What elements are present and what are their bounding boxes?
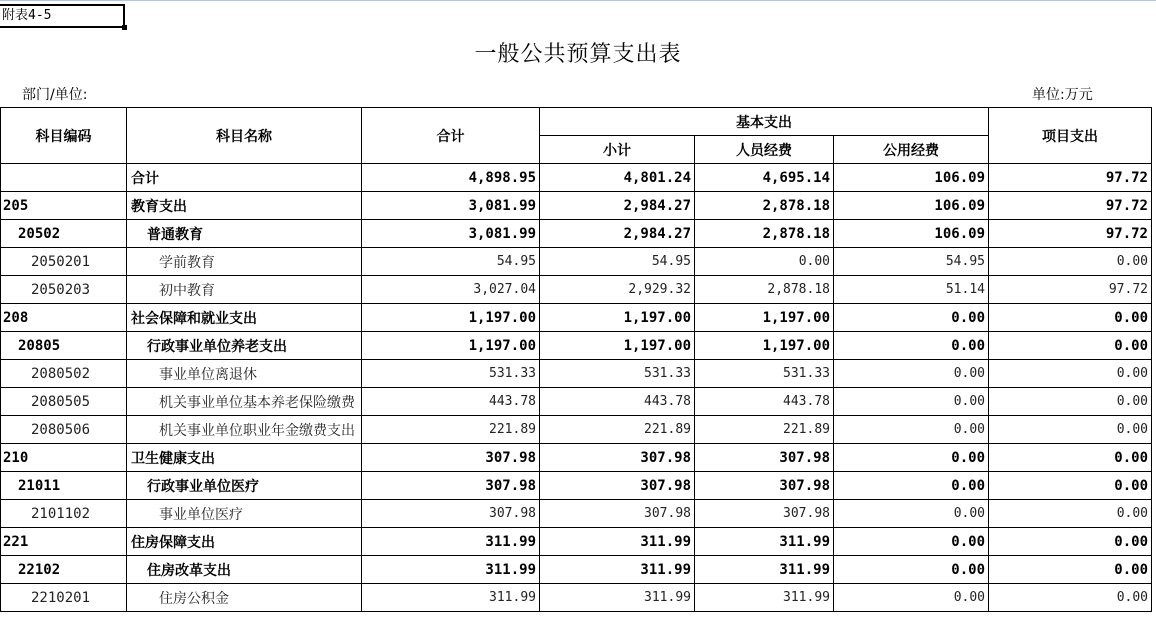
cell-subtotal[interactable]: 2,929.32 <box>540 276 695 304</box>
table-row <box>1 556 1152 584</box>
cell-personnel[interactable]: 443.78 <box>695 388 834 416</box>
cell-public[interactable]: 0.00 <box>834 332 989 360</box>
budget-table <box>0 107 1152 612</box>
cell-public[interactable]: 0.00 <box>834 472 989 500</box>
table-row <box>1 192 1152 220</box>
cell-code[interactable]: 20805 <box>1 332 127 360</box>
cell-personnel[interactable]: 1,197.00 <box>695 304 834 332</box>
cell-personnel[interactable]: 2,878.18 <box>695 192 834 220</box>
cell-subtotal[interactable]: 2,984.27 <box>540 192 695 220</box>
cell-name[interactable]: 普通教育 <box>127 220 362 248</box>
cell-name[interactable]: 卫生健康支出 <box>127 444 362 472</box>
cell-public[interactable]: 106.09 <box>834 164 989 192</box>
cell-project[interactable]: 0.00 <box>989 248 1152 276</box>
cell-public[interactable]: 0.00 <box>834 360 989 388</box>
table-row <box>1 304 1152 332</box>
cell-project[interactable]: 0.00 <box>989 388 1152 416</box>
cell-project[interactable]: 0.00 <box>989 556 1152 584</box>
cell-total[interactable]: 3,027.04 <box>362 276 540 304</box>
table-row <box>1 444 1152 472</box>
cell-name[interactable]: 教育支出 <box>127 192 362 220</box>
department-label: 部门/单位: <box>22 87 88 103</box>
cell-name[interactable]: 行政事业单位养老支出 <box>127 332 362 360</box>
cell-name[interactable]: 住房保障支出 <box>127 528 362 556</box>
cell-code[interactable]: 210 <box>1 444 127 472</box>
cell-public[interactable]: 51.14 <box>834 276 989 304</box>
cell-subtotal[interactable]: 1,197.00 <box>540 304 695 332</box>
table-row <box>1 500 1152 528</box>
cell-public[interactable]: 106.09 <box>834 220 989 248</box>
cell-project[interactable]: 97.72 <box>989 192 1152 220</box>
cell-project[interactable]: 0.00 <box>989 416 1152 444</box>
cell-total[interactable]: 3,081.99 <box>362 220 540 248</box>
cell-total[interactable]: 311.99 <box>362 556 540 584</box>
cell-personnel[interactable]: 311.99 <box>695 584 834 612</box>
cell-total[interactable]: 1,197.00 <box>362 332 540 360</box>
cell-total[interactable]: 1,197.00 <box>362 304 540 332</box>
cell-subtotal[interactable]: 307.98 <box>540 500 695 528</box>
cell-total[interactable]: 307.98 <box>362 472 540 500</box>
cell-code[interactable]: 2210201 <box>1 584 127 612</box>
cell-subtotal[interactable]: 311.99 <box>540 584 695 612</box>
table-row <box>1 416 1152 444</box>
header-basic: 基本支出 <box>540 108 989 136</box>
cell-subtotal[interactable]: 443.78 <box>540 388 695 416</box>
cell-name[interactable]: 事业单位医疗 <box>127 500 362 528</box>
cell-name[interactable]: 行政事业单位医疗 <box>127 472 362 500</box>
table-row <box>1 528 1152 556</box>
cell-personnel[interactable]: 311.99 <box>695 556 834 584</box>
cell-personnel[interactable]: 307.98 <box>695 500 834 528</box>
cell-public[interactable]: 0.00 <box>834 528 989 556</box>
table-row <box>1 220 1152 248</box>
cell-project[interactable]: 0.00 <box>989 304 1152 332</box>
cell-subtotal[interactable]: 307.98 <box>540 472 695 500</box>
cell-name[interactable]: 初中教育 <box>127 276 362 304</box>
selected-cell-text: 附表4-5 <box>2 8 52 23</box>
cell-code[interactable] <box>1 164 127 192</box>
cell-name[interactable]: 事业单位离退休 <box>127 360 362 388</box>
cell-name[interactable]: 学前教育 <box>127 248 362 276</box>
cell-name[interactable]: 机关事业单位职业年金缴费支出 <box>127 416 362 444</box>
table-row <box>1 276 1152 304</box>
cell-project[interactable]: 0.00 <box>989 472 1152 500</box>
page-title: 一般公共预算支出表 <box>474 42 682 67</box>
cell-code[interactable]: 2080505 <box>1 388 127 416</box>
cell-code[interactable]: 2101102 <box>1 500 127 528</box>
unit-label: 单位:万元 <box>1032 87 1093 103</box>
cell-subtotal[interactable]: 307.98 <box>540 444 695 472</box>
table-row <box>1 332 1152 360</box>
header-total: 合计 <box>362 108 540 164</box>
cell-personnel[interactable]: 221.89 <box>695 416 834 444</box>
cell-public[interactable]: 0.00 <box>834 388 989 416</box>
table-row <box>1 584 1152 612</box>
cell-personnel[interactable]: 2,878.18 <box>695 276 834 304</box>
cell-code[interactable]: 21011 <box>1 472 127 500</box>
cell-subtotal[interactable]: 1,197.00 <box>540 332 695 360</box>
cell-code[interactable]: 2080502 <box>1 360 127 388</box>
cell-total[interactable]: 221.89 <box>362 416 540 444</box>
cell-personnel[interactable]: 531.33 <box>695 360 834 388</box>
header-personnel: 人员经费 <box>695 136 834 164</box>
cell-project[interactable]: 0.00 <box>989 584 1152 612</box>
table-row <box>1 248 1152 276</box>
table-row <box>1 164 1152 192</box>
cell-code[interactable]: 221 <box>1 528 127 556</box>
header-code: 科目编码 <box>1 108 127 164</box>
cell-name[interactable]: 社会保障和就业支出 <box>127 304 362 332</box>
cell-subtotal[interactable]: 4,801.24 <box>540 164 695 192</box>
cell-total[interactable]: 307.98 <box>362 500 540 528</box>
cell-subtotal[interactable]: 54.95 <box>540 248 695 276</box>
cell-name[interactable]: 合计 <box>127 164 362 192</box>
table-row <box>1 388 1152 416</box>
cell-total[interactable]: 4,898.95 <box>362 164 540 192</box>
cell-subtotal[interactable]: 311.99 <box>540 528 695 556</box>
cell-name[interactable]: 住房改革支出 <box>127 556 362 584</box>
cell-total[interactable]: 311.99 <box>362 528 540 556</box>
cell-public[interactable]: 0.00 <box>834 416 989 444</box>
cell-personnel[interactable]: 2,878.18 <box>695 220 834 248</box>
cell-total[interactable]: 54.95 <box>362 248 540 276</box>
cell-code[interactable]: 205 <box>1 192 127 220</box>
header-public: 公用经费 <box>834 136 989 164</box>
cell-total[interactable]: 3,081.99 <box>362 192 540 220</box>
cell-code[interactable]: 20502 <box>1 220 127 248</box>
cell-project[interactable]: 97.72 <box>989 276 1152 304</box>
cell-public[interactable]: 0.00 <box>834 584 989 612</box>
cell-name[interactable]: 住房公积金 <box>127 584 362 612</box>
fill-handle[interactable] <box>122 25 127 30</box>
cell-public[interactable]: 0.00 <box>834 500 989 528</box>
cell-total[interactable]: 531.33 <box>362 360 540 388</box>
cell-personnel[interactable]: 1,197.00 <box>695 332 834 360</box>
selected-cell[interactable] <box>0 4 125 28</box>
cell-project[interactable]: 0.00 <box>989 528 1152 556</box>
header-project: 项目支出 <box>989 108 1152 164</box>
cell-subtotal[interactable]: 531.33 <box>540 360 695 388</box>
cell-name[interactable]: 机关事业单位基本养老保险缴费 <box>127 388 362 416</box>
cell-total[interactable]: 307.98 <box>362 444 540 472</box>
cell-public[interactable]: 0.00 <box>834 304 989 332</box>
cell-public[interactable]: 0.00 <box>834 556 989 584</box>
cell-code[interactable]: 2050203 <box>1 276 127 304</box>
cell-personnel[interactable]: 311.99 <box>695 528 834 556</box>
header-subtotal: 小计 <box>540 136 695 164</box>
cell-project[interactable]: 0.00 <box>989 360 1152 388</box>
cell-total[interactable]: 443.78 <box>362 388 540 416</box>
table-row <box>1 472 1152 500</box>
cell-public[interactable]: 106.09 <box>834 192 989 220</box>
cell-project[interactable]: 97.72 <box>989 220 1152 248</box>
cell-project[interactable]: 97.72 <box>989 164 1152 192</box>
cell-code[interactable]: 208 <box>1 304 127 332</box>
cell-code[interactable]: 2080506 <box>1 416 127 444</box>
cell-code[interactable]: 2050201 <box>1 248 127 276</box>
cell-personnel[interactable]: 4,695.14 <box>695 164 834 192</box>
cell-total[interactable]: 311.99 <box>362 584 540 612</box>
cell-code[interactable]: 22102 <box>1 556 127 584</box>
cell-personnel[interactable]: 307.98 <box>695 472 834 500</box>
cell-subtotal[interactable]: 221.89 <box>540 416 695 444</box>
sheet-top-edge <box>0 0 1156 1</box>
table-row <box>1 360 1152 388</box>
cell-public[interactable]: 0.00 <box>834 444 989 472</box>
header-name: 科目名称 <box>127 108 362 164</box>
cell-project[interactable]: 0.00 <box>989 444 1152 472</box>
cell-subtotal[interactable]: 2,984.27 <box>540 220 695 248</box>
cell-personnel[interactable]: 0.00 <box>695 248 834 276</box>
cell-personnel[interactable]: 307.98 <box>695 444 834 472</box>
cell-project[interactable]: 0.00 <box>989 332 1152 360</box>
cell-subtotal[interactable]: 311.99 <box>540 556 695 584</box>
cell-project[interactable]: 0.00 <box>989 500 1152 528</box>
cell-public[interactable]: 54.95 <box>834 248 989 276</box>
